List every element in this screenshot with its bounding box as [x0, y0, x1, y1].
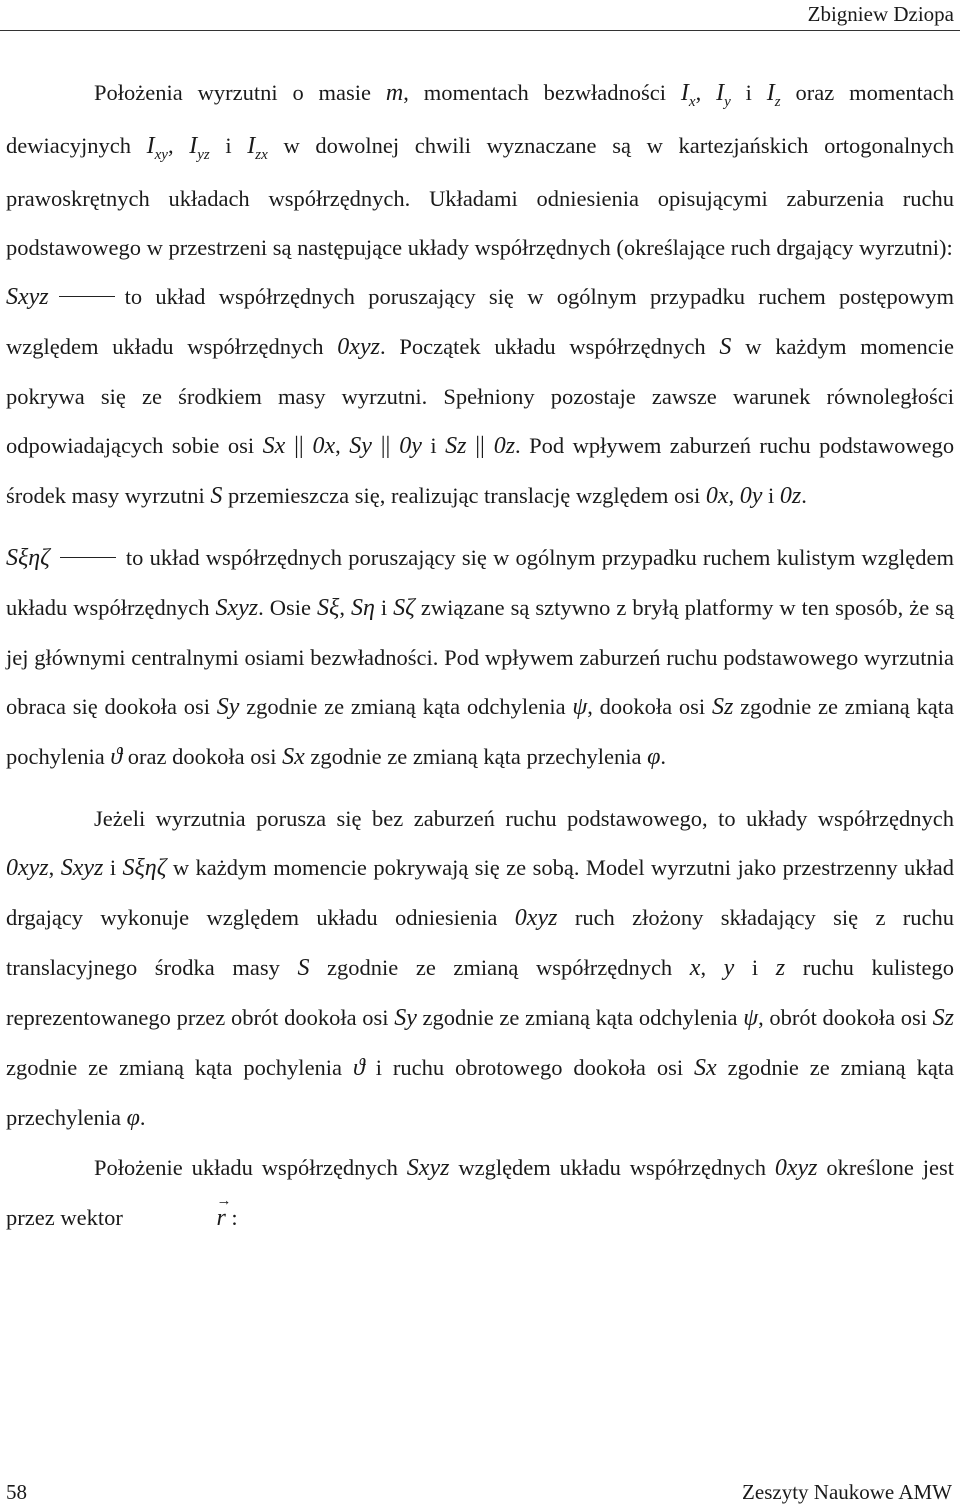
subscript: yz — [197, 147, 210, 163]
text: zgodnie ze zmianą współrzędnych — [327, 955, 673, 980]
text: zgodnie ze zmianą kąta pochylenia — [6, 694, 954, 769]
math-0y: 0y — [739, 483, 763, 509]
math-S-xi: Sξ — [317, 595, 340, 621]
text: i — [745, 80, 752, 105]
text: określone jest przez wektor — [6, 1155, 954, 1230]
comma: , — [48, 855, 55, 880]
math-I: I — [716, 80, 725, 106]
text: ruchu kulistego reprezentowanego przez obrót dookoła osi — [6, 955, 955, 1030]
math-Sz: Sz — [711, 694, 734, 720]
math-I: I — [146, 133, 155, 159]
math-0xyz: 0xyz — [514, 905, 558, 931]
comma: , — [695, 80, 702, 105]
math-0x: 0x — [705, 483, 729, 509]
math-Sx: Sx — [694, 1055, 717, 1081]
math-0y: 0y — [399, 433, 422, 459]
text: , obrót dookoła osi — [758, 1005, 927, 1030]
subscript: x — [688, 94, 696, 110]
math-psi: ψ — [743, 1005, 759, 1031]
text: to układ współrzędnych poruszający się w ogólnym przypadku ruchem postępowym względem układu współrzędnych — [6, 284, 954, 359]
math-I: I — [766, 80, 775, 106]
math-S-xi-eta-zeta: Sξηζ — [122, 855, 167, 881]
math-Sxyz: Sxyz — [406, 1155, 450, 1181]
colon: : — [231, 1205, 238, 1230]
math-z: z — [775, 955, 786, 981]
text: i — [430, 433, 437, 458]
paragraph-1 — [6, 68, 954, 272]
text: oraz momentach dewiacyjnych — [6, 80, 955, 158]
math-Sy: Sy — [216, 694, 240, 720]
math-S-zeta: Sζ — [393, 595, 415, 621]
text: Położenie układu współrzędnych — [94, 1155, 398, 1180]
period: . — [801, 483, 807, 508]
math-S: S — [297, 955, 310, 981]
math-Sz: Sz — [445, 433, 467, 459]
header-rule — [0, 30, 960, 31]
subscript: zx — [255, 147, 268, 163]
math-S-eta: Sη — [350, 595, 375, 621]
math-theta: ϑ — [110, 744, 123, 770]
page-number: 58 — [6, 1480, 27, 1504]
paragraph-5 — [6, 1143, 954, 1243]
comma: , — [167, 133, 174, 158]
text: i ruchu obrotowego dookoła osi — [375, 1055, 684, 1080]
text: w każdym momencie pokrywa się ze środkiem masy wyrzutni. Spełniony pozostaje zawsze warunek równoległości odpowiadających sobie osi — [6, 334, 954, 458]
math-0z: 0z — [493, 433, 516, 459]
math-S: S — [719, 334, 732, 360]
period: . — [139, 1105, 146, 1130]
math-0z: 0z — [779, 483, 802, 509]
math-Sxyz: Sxyz — [6, 284, 49, 310]
text: zgodnie ze zmianą kąta odchylenia — [246, 694, 566, 719]
text: ruch złożony składający się z ruchu translacyjnego środka masy — [6, 905, 955, 980]
math-I: I — [189, 133, 198, 159]
journal-name: Zeszyty Naukowe AMW — [742, 1480, 952, 1504]
text: Położenia wyrzutni o masie — [94, 80, 372, 105]
math-0xyz: 0xyz — [774, 1155, 818, 1181]
text: . Początek układu współrzędnych — [379, 334, 706, 359]
math-phi: φ — [647, 744, 661, 770]
math-Sx: Sx — [262, 433, 286, 459]
math-I: I — [680, 80, 689, 106]
parallel-sign: || — [285, 433, 313, 459]
text: i — [768, 483, 775, 508]
parallel-sign: || — [371, 433, 400, 459]
math-S: S — [210, 483, 223, 509]
math-Sx: Sx — [282, 744, 305, 770]
text: w dowolnej chwili wyznaczane są w kartezjańskich ortogonalnych prawoskrętnych układach współrzędnych. Układami odniesienia opisującymi zaburzenia ruchu podstawowego w przestrzeni są następujące układy współrzędnych (określające ruch drgający wyrzutni): — [6, 133, 955, 260]
text: przemieszcza się, realizując translację względem osi — [227, 483, 701, 508]
math-Sy: Sy — [394, 1005, 417, 1031]
math-I: I — [247, 133, 256, 159]
paragraph-2 — [6, 272, 954, 521]
text: i — [751, 955, 759, 980]
math-m: m — [385, 80, 404, 106]
em-dash — [59, 296, 115, 297]
math-Sxyz: Sxyz — [60, 855, 104, 881]
math-y: y — [723, 955, 735, 981]
text: związane są sztywno z bryłą platformy w ten sposób, że są jej głównymi centralnymi osiami bezwładności. Pod wpływem zaburzeń ruchu podstawowego wyrzutnia obraca się dookoła osi — [6, 595, 955, 719]
running-header: Zbigniew Dziopa — [807, 2, 954, 26]
math-vector-r: → r — [128, 1194, 225, 1243]
em-dash — [60, 557, 116, 558]
math-Sy: Sy — [349, 433, 372, 459]
subscript: z — [774, 94, 781, 110]
text: zgodnie ze zmianą kąta odchylenia — [422, 1005, 738, 1030]
period: . — [660, 744, 666, 769]
subscript: xy — [154, 147, 168, 163]
math-theta: ϑ — [352, 1055, 365, 1081]
math-0x: 0x — [312, 433, 336, 459]
text: . Pod wpływem zaburzeń ruchu podstawowego środek masy wyrzutni — [6, 433, 955, 508]
text: i — [109, 855, 117, 880]
text: w każdym momencie pokrywają się ze sobą. Model wyrzutni jako przestrzenny układ drgający wykonuje względem układu odniesienia — [6, 855, 955, 930]
text: , dookoła osi — [587, 694, 706, 719]
math-Sz: Sz — [932, 1005, 954, 1031]
text: oraz dookoła osi — [127, 744, 277, 769]
math-psi: ψ — [572, 694, 588, 720]
comma: , — [335, 433, 341, 458]
math-0xyz: 0xyz — [337, 334, 380, 360]
text: zgodnie ze zmianą kąta pochylenia — [6, 1055, 343, 1080]
text: . Osie — [258, 595, 312, 620]
math-x: x — [689, 955, 701, 981]
text: i — [380, 595, 388, 620]
subscript: y — [724, 94, 731, 110]
math-S-xi-eta-zeta: Sξηζ — [6, 545, 50, 571]
text: względem układu współrzędnych — [458, 1155, 766, 1180]
body-text — [6, 68, 954, 1243]
comma: , — [728, 483, 735, 508]
math-phi: φ — [126, 1105, 140, 1131]
parallel-sign: || — [466, 433, 494, 459]
paragraph-3: Sξηζ to układ współrzędnych poruszający się w ogólnym przypadku ruchem kulistym względem układu współrzędnych Sxyz. Osie Sξ, Sη i Sζ związane są sztywno z bryłą platformy w ten sposób, że są jej głównymi centralnymi osiami bezwładności. Pod wpływem zaburzeń ruchu podstawowego wyrzutnia obraca się dookoła osi Sy zgodnie ze zmianą kąta odchylenia ψ, dookoła osi Sz zgodnie ze zmianą kąta pochylenia ϑ oraz dookoła osi Sx zgodnie ze zmianą kąta przechylenia φ. — [6, 545, 955, 770]
text: , momentach bezwładności — [403, 80, 667, 105]
text: Jeżeli wyrzutnia porusza się bez zaburzeń ruchu podstawowego, to układy współrzędnych — [94, 806, 954, 831]
text: zgodnie ze zmianą kąta przechylenia — [6, 1055, 955, 1130]
text: to układ współrzędnych poruszający się w ogólnym przypadku ruchem kulistym względem układu współrzędnych — [6, 545, 954, 620]
math-0xyz: 0xyz — [6, 855, 49, 881]
paragraph-4 — [6, 794, 954, 1143]
text: i — [225, 133, 232, 158]
text: zgodnie ze zmianą kąta przechylenia — [310, 744, 642, 769]
math-Sxyz: Sxyz — [215, 595, 259, 621]
comma: , — [700, 955, 707, 980]
